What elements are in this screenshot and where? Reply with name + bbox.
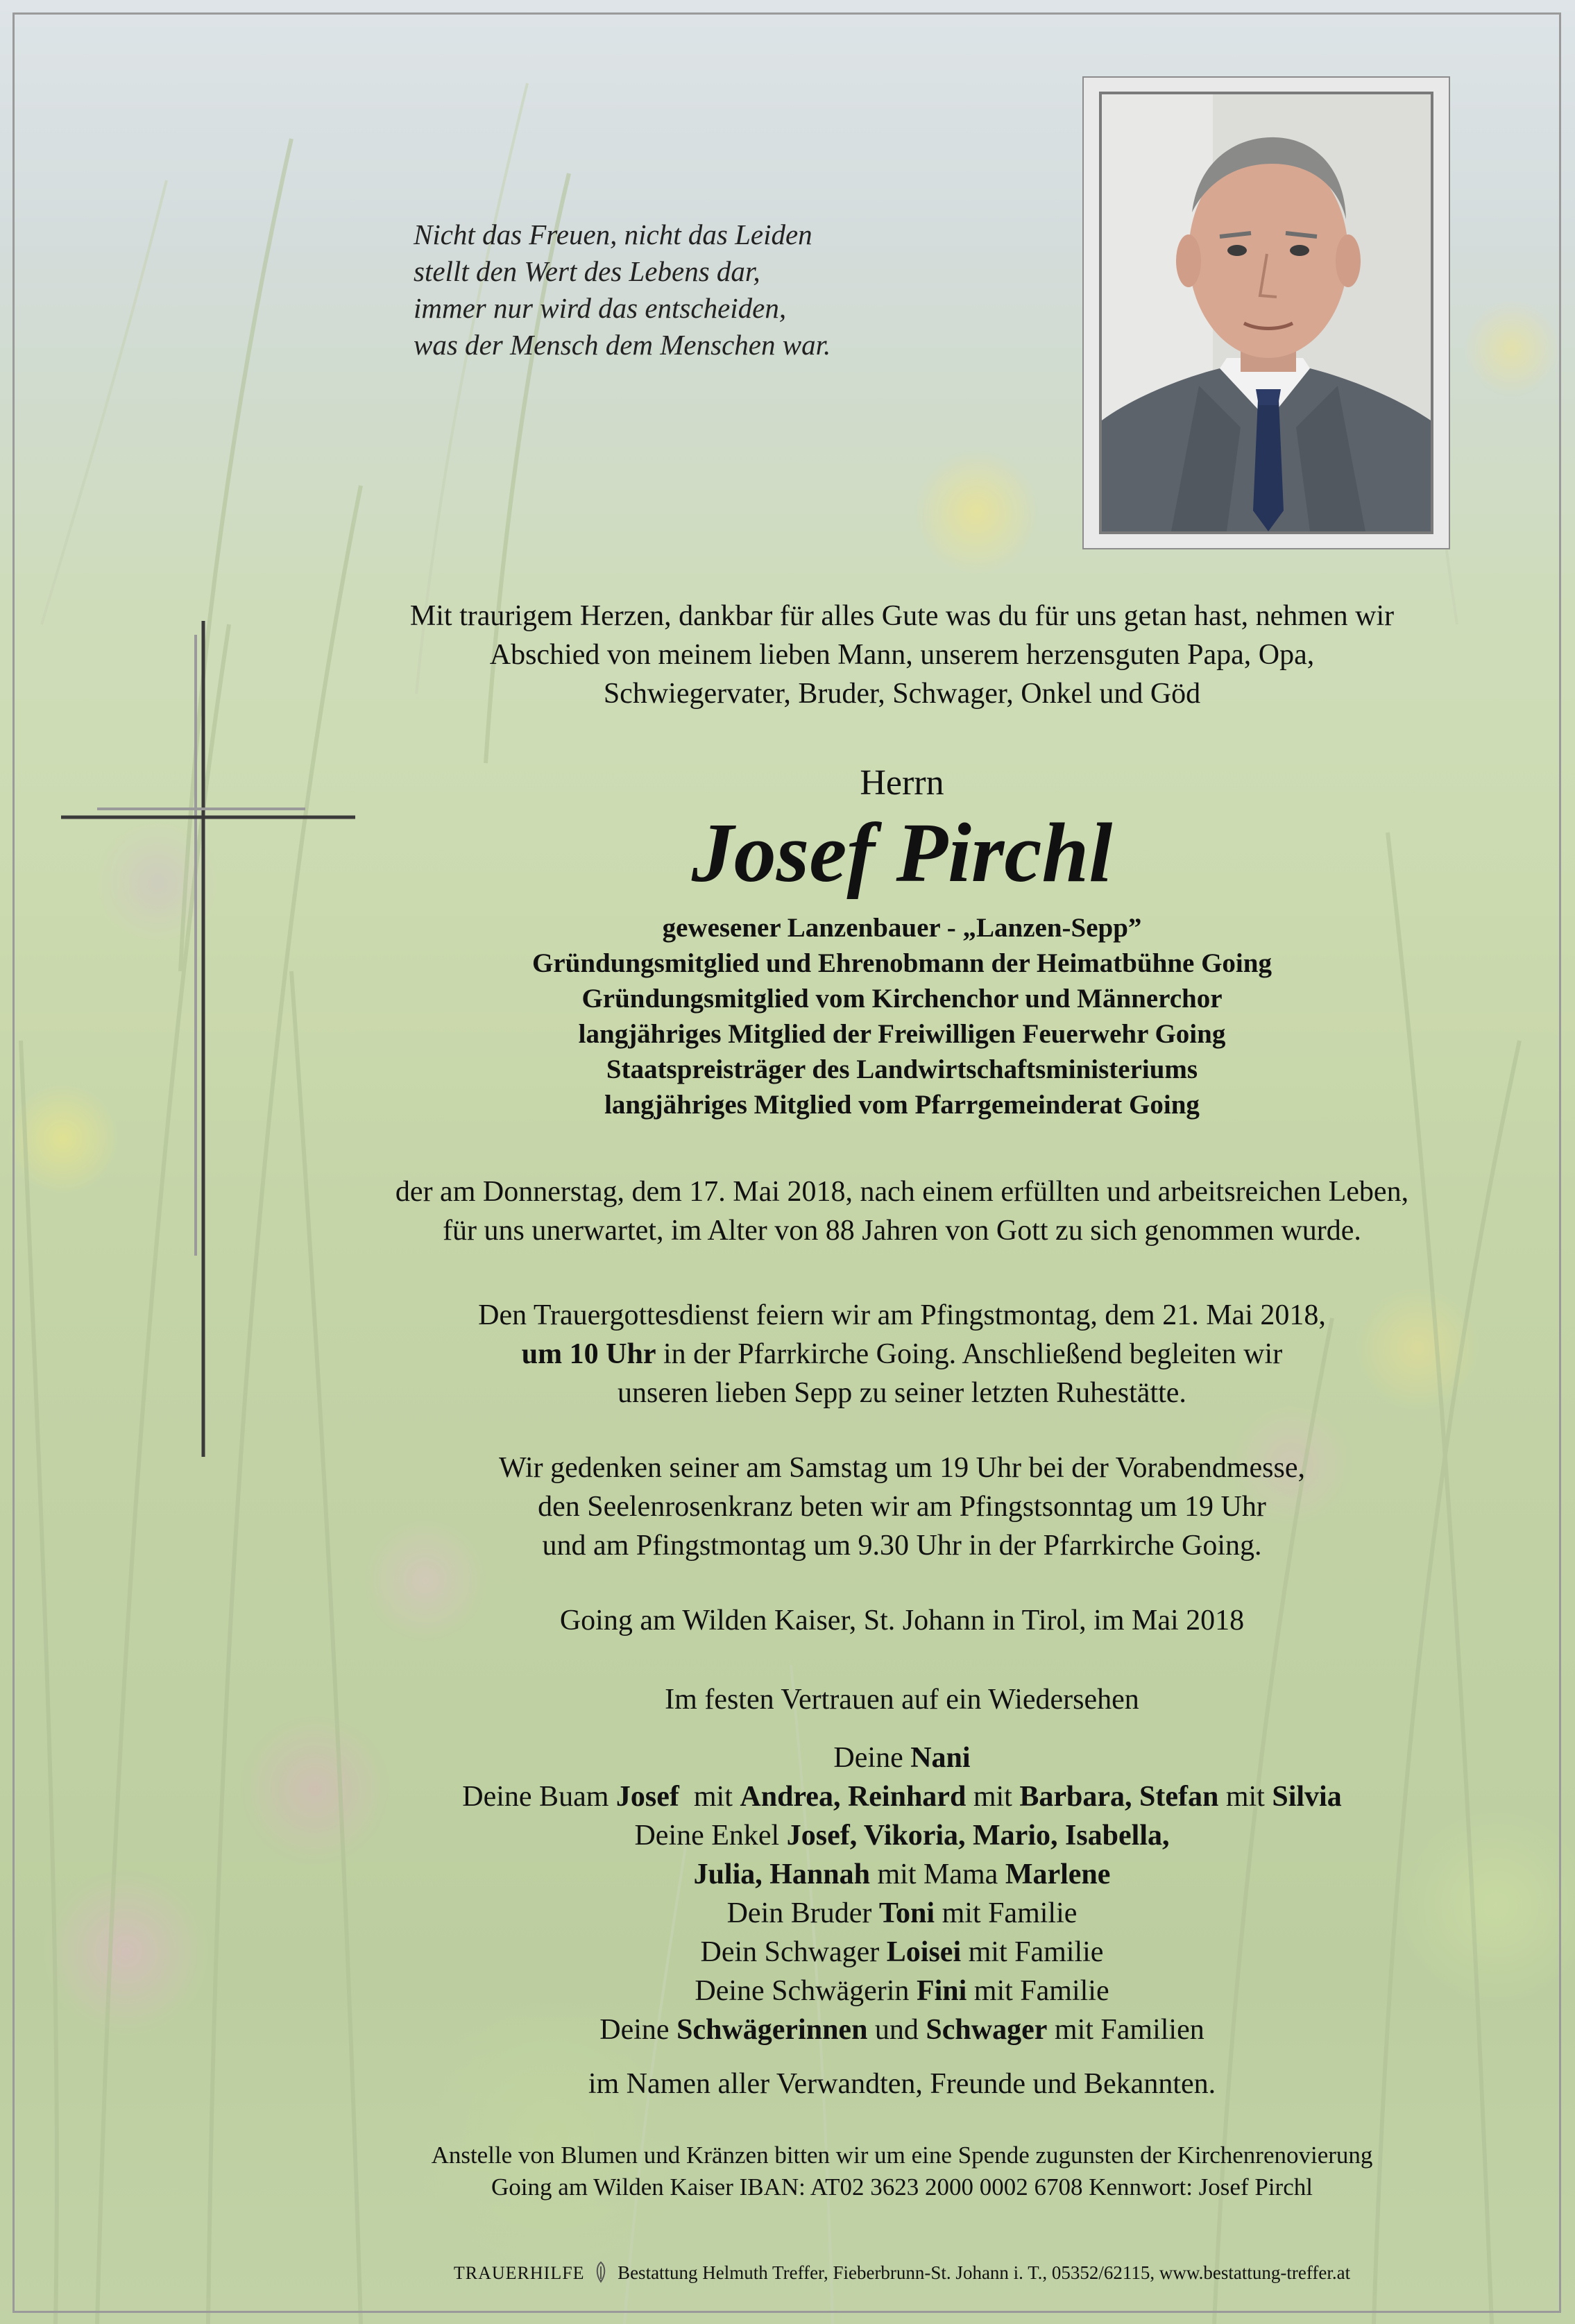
mourner-name: Loisei	[886, 1936, 962, 1968]
intro-text	[208, 597, 1575, 713]
mourners-list	[208, 1738, 1575, 2049]
service-line	[208, 1335, 1575, 1374]
quote-line: was der Mensch dem Menschen war.	[414, 329, 831, 361]
mourner-name: Toni	[878, 1897, 935, 1929]
mourner-line	[208, 1972, 1575, 2010]
mourner-name: Josef, Vikoria, Mario, Isabella,	[786, 1820, 1170, 1852]
place-date: Going am Wilden Kaiser, St. Johann in Tirol, im Mai 2018	[559, 1605, 1245, 1637]
title-line: Staatspreisträger des Landwirtschaftsministeriums	[606, 1054, 1198, 1084]
mourner-name: Barbara, Stefan	[1019, 1781, 1219, 1813]
mourner-text: Deine Enkel	[634, 1820, 787, 1852]
mourner-text: mit Familie	[967, 1975, 1109, 2007]
quote-line: stellt den Wert des Lebens dar,	[414, 255, 760, 287]
mourner-text: Deine Buam	[462, 1781, 616, 1813]
donation-line: Going am Wilden Kaiser IBAN: AT02 3623 2000 0002 6708 Kennwort: Josef Pirchl	[491, 2173, 1313, 2201]
title-line: Gründungsmitglied vom Kirchenchor und Männerchor	[581, 984, 1223, 1014]
death-line: für uns unerwartet, im Alter von 88 Jahren von Gott zu sich genommen wurde.	[443, 1215, 1361, 1247]
mourner-name: Andrea, Reinhard	[740, 1781, 967, 1813]
deceased-name: Josef Pirchl	[691, 806, 1113, 900]
mourner-text: mit Familien	[1047, 2014, 1204, 2046]
intro-line: Schwiegervater, Bruder, Schwager, Onkel und Göd	[603, 678, 1201, 710]
mourner-text: mit Mama	[870, 1859, 1005, 1890]
mourner-text: Dein Schwager	[700, 1936, 887, 1968]
mourner-name: Nani	[910, 1742, 971, 1774]
service-time: um 10 Uhr	[521, 1338, 656, 1370]
portrait-photo	[1099, 92, 1433, 534]
intro-line: Mit traurigem Herzen, dankbar für alles Gute was du für uns getan hast, nehmen wir	[409, 600, 1395, 632]
mourner-text: mit Familie	[961, 1936, 1104, 1968]
title-line: Gründungsmitglied und Ehrenobmann der Heimatbühne Going	[532, 948, 1272, 978]
salutation: Herrn	[860, 763, 944, 803]
memorial-line: Wir gedenken seiner am Samstag um 19 Uhr bei der Vorabendmesse,	[499, 1452, 1305, 1484]
quote-line: immer nur wird das entscheiden,	[414, 292, 787, 324]
memorial-masses	[208, 1449, 1575, 1565]
mourner-name: Silvia	[1272, 1781, 1342, 1813]
mourner-name: Josef	[615, 1781, 679, 1813]
intro-line: Abschied von meinem lieben Mann, unserem herzensguten Papa, Opa,	[489, 639, 1315, 671]
mourner-text: Deine Schwägerin	[695, 1975, 917, 2007]
deceased-titles	[208, 910, 1575, 1122]
mourner-line	[208, 1855, 1575, 1894]
mourner-line	[208, 1777, 1575, 1816]
donation-line: Anstelle von Blumen und Kränzen bitten wir um eine Spende zugunsten der Kirchenrenovierung	[431, 2142, 1373, 2169]
mourner-text: mit Familie	[935, 1897, 1078, 1929]
mourner-text: mit	[1218, 1781, 1272, 1813]
funeral-service	[208, 1296, 1575, 1412]
portrait-frame	[1082, 76, 1450, 549]
mourner-name: Schwägerinnen	[676, 2014, 868, 2046]
service-line: unseren lieben Sepp zu seiner letzten Ruhestätte.	[618, 1377, 1186, 1409]
title-line: langjähriges Mitglied der Freiwilligen Feuerwehr Going	[578, 1019, 1226, 1049]
memorial-quote	[414, 216, 831, 364]
service-line-rest: in der Pfarrkirche Going. Anschließend begleiten wir	[656, 1338, 1283, 1370]
mourner-text: mit	[966, 1781, 1020, 1813]
memorial-line: den Seelenrosenkranz beten wir am Pfingstsonntag um 19 Uhr	[538, 1491, 1266, 1523]
death-notice	[208, 1172, 1575, 1250]
closing-line: im Namen aller Verwandten, Freunde und Bekannten.	[588, 2068, 1216, 2100]
footer-brand: TRAUERHILFE	[453, 2263, 585, 2283]
funeral-home-footer	[208, 2260, 1575, 2286]
trust-line: Im festen Vertrauen auf ein Wiedersehen	[665, 1684, 1139, 1716]
mourner-text: Dein Bruder	[726, 1897, 879, 1929]
donation-request	[208, 2139, 1575, 2203]
mourner-line	[208, 1933, 1575, 1972]
portrait-illustration	[1102, 94, 1431, 531]
death-line: der am Donnerstag, dem 17. Mai 2018, nach einem erfüllten und arbeitsreichen Leben,	[395, 1176, 1409, 1208]
mourner-text: Deine	[599, 2014, 677, 2046]
title-line: langjähriges Mitglied vom Pfarrgemeinderat Going	[604, 1090, 1200, 1120]
mourner-name: Schwager	[926, 2014, 1048, 2046]
mourner-text: und	[867, 2014, 926, 2046]
mourner-name: Marlene	[1005, 1859, 1111, 1890]
quote-line: Nicht das Freuen, nicht das Leiden	[414, 219, 812, 250]
mourner-text: mit	[679, 1781, 740, 1813]
mourner-line	[208, 1816, 1575, 1855]
mourner-line	[208, 1894, 1575, 1933]
title-line: gewesener Lanzenbauer - „Lanzen-Sepp”	[662, 913, 1142, 943]
mourner-text: Deine	[833, 1742, 911, 1774]
mourner-line	[208, 2010, 1575, 2049]
mourner-name: Fini	[916, 1975, 967, 2007]
service-line: Den Trauergottesdienst feiern wir am Pfingstmontag, dem 21. Mai 2018,	[478, 1299, 1326, 1331]
footer-text: Bestattung Helmuth Treffer, Fieberbrunn-St. Johann i. T., 05352/62115, www.bestattung-treffer.at	[618, 2262, 1351, 2283]
mourner-name: Julia, Hannah	[693, 1859, 871, 1890]
memorial-line: und am Pfingstmontag um 9.30 Uhr in der Pfarrkirche Going.	[542, 1530, 1262, 1562]
mourner-line	[208, 1738, 1575, 1777]
trauerhilfe-logo-icon	[593, 2261, 608, 2283]
